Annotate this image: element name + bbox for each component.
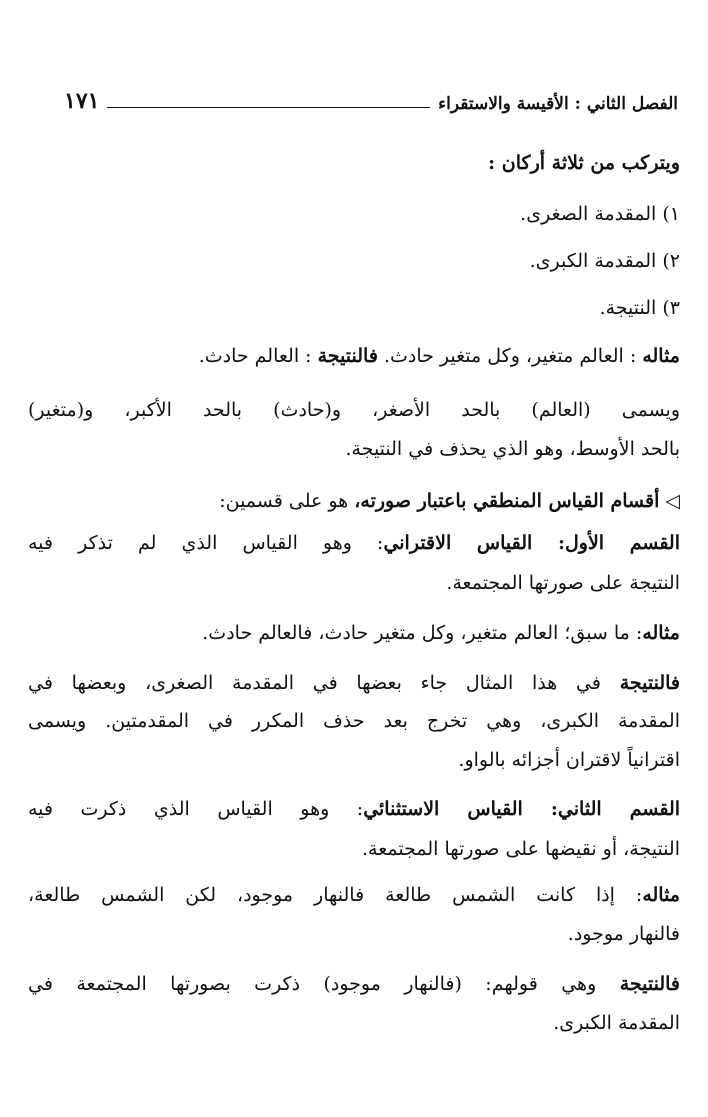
example-3-line: فالنهار موجود. xyxy=(567,923,680,945)
pillar-item: ٢) المقدمة الكبرى. xyxy=(529,250,680,272)
running-header xyxy=(64,84,678,114)
division-text: : وهو القياس الذي ذكرت فيه xyxy=(28,798,364,820)
example-label: مثاله xyxy=(642,622,680,644)
example-label: مثاله xyxy=(642,884,680,906)
second-division-line xyxy=(28,794,680,824)
result-2-line: اقترانياً لاقتران أجزائه بالواو. xyxy=(458,749,680,771)
first-division-line: النتيجة على صورتها المجتمعة. xyxy=(446,572,680,594)
example-text: : العالم متغير، وكل متغير حادث. xyxy=(377,345,643,367)
result-label: فالنتيجة xyxy=(619,973,680,995)
result-label: فالنتيجة xyxy=(619,672,680,694)
heading-bold: أقسام القياس المنطقي باعتبار صورته، xyxy=(354,490,660,512)
pillar-item: ٣) النتيجة. xyxy=(599,297,680,319)
chapter-title: الفصل الثاني : الأقيسة والاستقراء xyxy=(438,94,678,114)
arrow-bullet-icon: ◁ xyxy=(665,490,680,512)
pillar-item: ١) المقدمة الصغرى. xyxy=(520,203,680,225)
result-text: : العالم حادث. xyxy=(198,345,318,367)
example-label: مثاله xyxy=(642,345,680,367)
example-2 xyxy=(28,618,680,648)
naming-line: ويسمى (العالم) بالحد الأصغر، و(حادث) بالحد الأكبر، و(متغير) xyxy=(28,399,680,421)
page-number: ١٧١ xyxy=(64,88,100,114)
division-label: القسم الأول: القياس الاقتراني xyxy=(383,532,680,554)
result-text: في هذا المثال جاء بعضها في المقدمة الصغرى، وبعضها في xyxy=(28,672,620,694)
example-1 xyxy=(28,341,680,371)
header-rule xyxy=(107,107,430,108)
result-2-line xyxy=(28,668,680,698)
division-text: : وهو القياس الذي لم تذكر فيه xyxy=(28,532,384,554)
example-text: : ما سبق؛ العالم متغير، وكل متغير حادث، فالعالم حادث. xyxy=(202,622,643,644)
result-text: وهي قولهم: (فالنهار موجود) ذكرت بصورتها المجتمعة في xyxy=(28,973,620,995)
result-3-line xyxy=(28,969,680,999)
example-text: : إذا كانت الشمس طالعة فالنهار موجود، لكن الشمس طالعة، xyxy=(28,884,643,906)
second-division-line: النتيجة، أو نقيضها على صورتها المجتمعة. xyxy=(361,838,680,860)
intro-line: ويتركب من ثلاثة أركان : xyxy=(488,152,680,174)
naming-line: بالحد الأوسط، وهو الذي يحذف في النتيجة. xyxy=(345,438,680,460)
division-label: القسم الثاني: القياس الاستثنائي xyxy=(363,798,681,820)
result-label: فالنتيجة xyxy=(317,345,378,367)
result-2-line: المقدمة الكبرى، وهي تخرج بعد حذف المكرر في المقدمتين. ويسمى xyxy=(28,710,680,732)
divisions-heading xyxy=(28,486,680,516)
example-3-line xyxy=(28,880,680,910)
result-3-line: المقدمة الكبرى. xyxy=(553,1012,680,1034)
first-division-line xyxy=(28,528,680,558)
heading-rest: هو على قسمين: xyxy=(219,490,355,512)
